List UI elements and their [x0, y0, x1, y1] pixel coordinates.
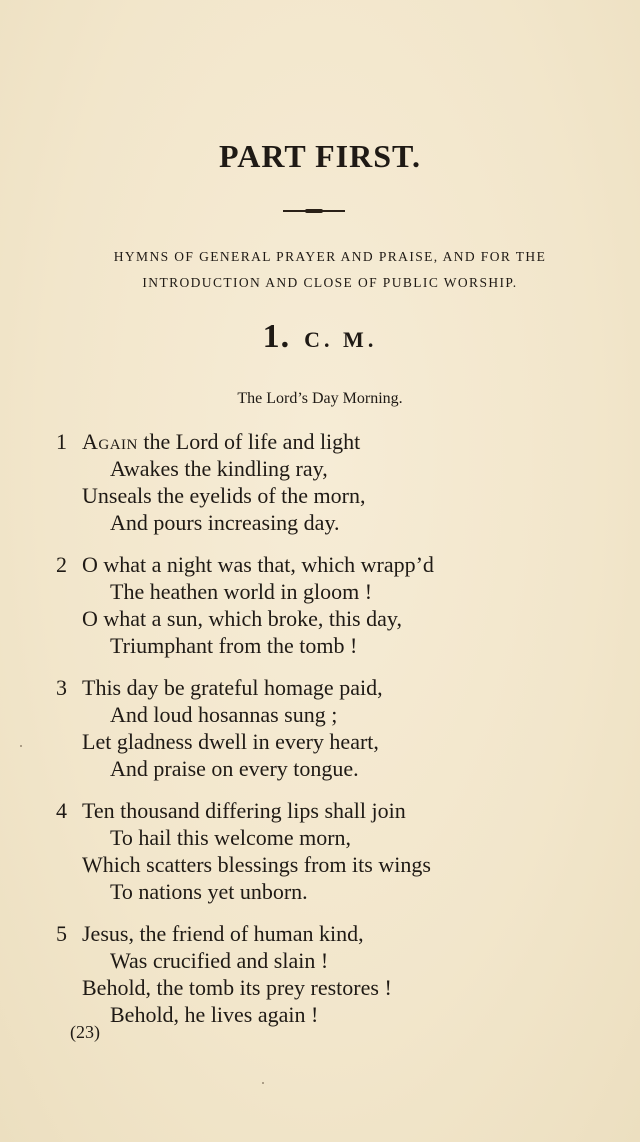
stanza-number: 3 [56, 675, 67, 700]
stanza-line: Unseals the eyelids of the morn, [82, 483, 366, 508]
stanza-line: And loud hosannas sung ; [110, 702, 338, 727]
stanza-line [56, 428, 616, 455]
stanza-line-text: the Lord of life and light [137, 429, 361, 454]
stanza-line: To hail this welcome morn, [110, 825, 352, 850]
section-heading [60, 244, 600, 296]
stanza-line: O what a sun, which broke, this day, [82, 606, 402, 631]
stanza-line: Which scatters blessings from its wings [82, 852, 431, 877]
section-heading-line-2: INTRODUCTION AND CLOSE OF PUBLIC WORSHIP. [142, 275, 518, 290]
page-number: (23) [70, 1022, 100, 1042]
stanza-line: Behold, he lives again ! [110, 1002, 319, 1027]
hymn-number [0, 318, 640, 356]
stanza-1 [56, 428, 616, 536]
stanza-2 [56, 551, 616, 659]
paper-speck [262, 1082, 264, 1084]
part-title: PART FIRST. [219, 138, 421, 174]
stanza-line: And pours increasing day. [110, 510, 340, 535]
ornamental-rule [283, 210, 345, 212]
stanza-line: Jesus, the friend of human kind, [82, 921, 364, 946]
stanza-line: To nations yet unborn. [110, 879, 308, 904]
stanza-line: This day be grateful homage paid, [82, 675, 383, 700]
stanza-line: Behold, the tomb its prey restores ! [82, 975, 392, 1000]
stanza-line: Ten thousand differing lips shall join [82, 798, 406, 823]
stanza-line: Triumphant from the tomb ! [110, 633, 358, 658]
stanza-lead-word: Again [82, 429, 138, 454]
stanza-3 [56, 674, 616, 782]
stanza-5 [56, 920, 616, 1028]
hymn-meter: C. M. [304, 327, 378, 352]
hymn-subtitle: The Lord’s Day Morning. [237, 390, 403, 407]
paper-speck [20, 745, 22, 747]
stanza-line: Was crucified and slain ! [110, 948, 329, 973]
stanza-number: 5 [56, 921, 67, 946]
stanza-line: O what a night was that, which wrapp’d [82, 552, 434, 577]
stanza-line: The heathen world in gloom ! [110, 579, 373, 604]
stanza-number: 1 [56, 429, 67, 454]
stanza-number: 4 [56, 798, 67, 823]
stanza-4 [56, 797, 616, 905]
stanza-number: 2 [56, 552, 67, 577]
stanza-line: And praise on every tongue. [110, 756, 359, 781]
stanza-line: Awakes the kindling ray, [110, 456, 328, 481]
section-heading-line-1: HYMNS OF GENERAL PRAYER AND PRAISE, AND FOR THE [113, 249, 547, 264]
hymn-number-value: 1. [262, 318, 291, 355]
stanza-line: Let gladness dwell in every heart, [82, 729, 379, 754]
